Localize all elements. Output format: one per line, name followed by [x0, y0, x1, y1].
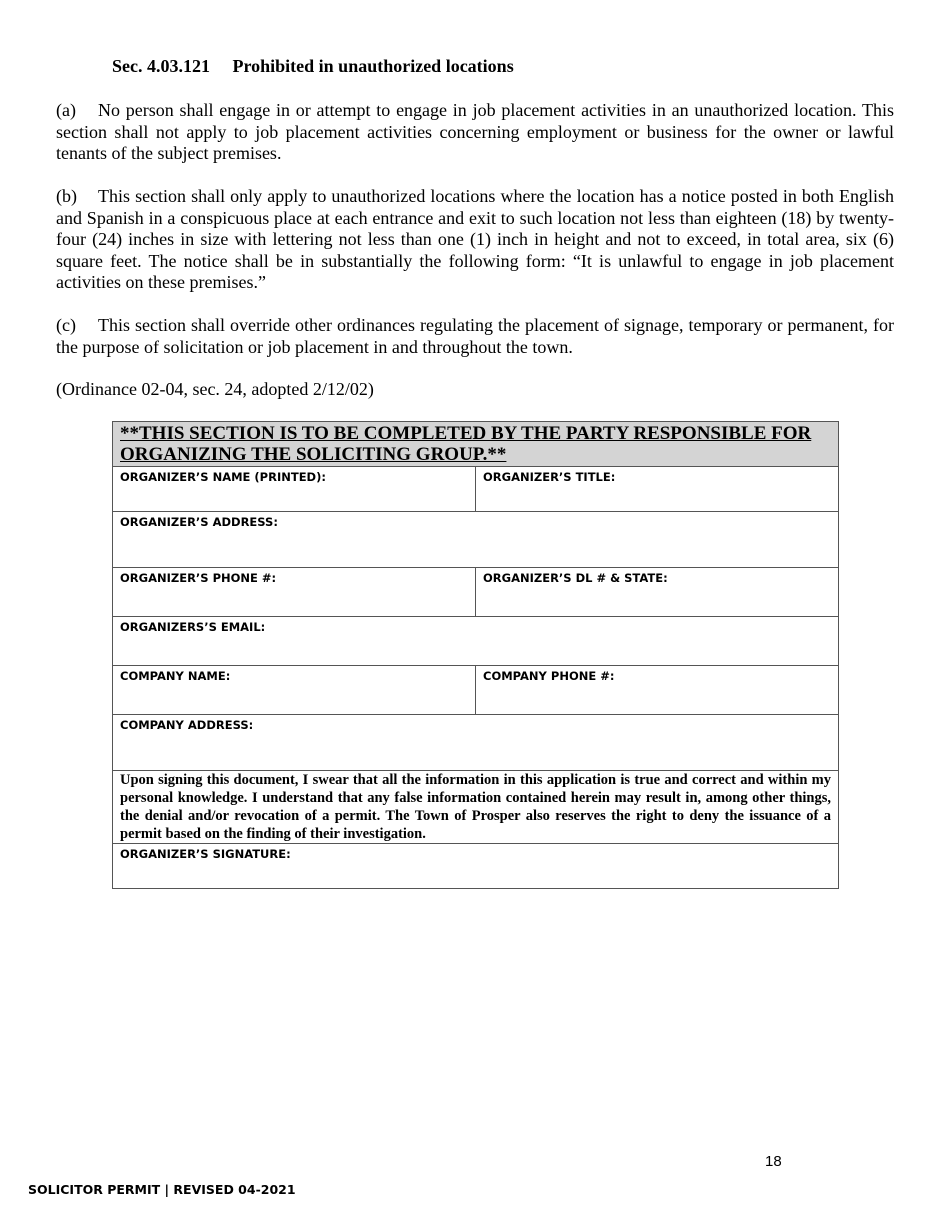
organizer-dl-field[interactable]: [476, 568, 839, 617]
page-number: 18: [765, 1153, 782, 1170]
organizer-title-label: ORGANIZER’S TITLE:: [483, 470, 616, 484]
company-phone-field[interactable]: [476, 666, 839, 715]
organizer-name-label: ORGANIZER’S NAME (PRINTED):: [120, 470, 326, 484]
company-address-label: COMPANY ADDRESS:: [120, 718, 254, 732]
footer-text: SOLICITOR PERMIT | REVISED 04-2021: [28, 1182, 296, 1197]
company-name-label: COMPANY NAME:: [120, 669, 231, 683]
paragraph-c-text: This section shall override other ordinances regulating the placement of signage, temporary or permanent, for the purpose of solicitation or job placement in and throughout the town.: [56, 315, 894, 357]
paragraph-a-label: (a): [56, 100, 76, 120]
ordinance-reference: (Ordinance 02-04, sec. 24, adopted 2/12/02): [56, 379, 374, 399]
organizer-email-field[interactable]: [113, 617, 839, 666]
organizer-address-label: ORGANIZER’S ADDRESS:: [120, 515, 278, 529]
declaration-cell: [113, 771, 839, 844]
company-phone-label: COMPANY PHONE #:: [483, 669, 615, 683]
paragraph-c-label: (c): [56, 315, 76, 335]
section-heading: Sec. 4.03.121 Prohibited in unauthorized locations: [112, 56, 514, 76]
signature-label: ORGANIZER’S SIGNATURE:: [120, 847, 291, 861]
declaration-text: Upon signing this document, I swear that all the information in this application is true and correct and within my personal knowledge. I understand that any false information contained herein may result in, among other things, the denial and/or revocation of a permit. The Town of Prosper also reserves the right to deny the issuance of a permit based on the finding of their investigation.: [120, 772, 832, 842]
company-address-field[interactable]: [113, 715, 839, 771]
organizer-name-field[interactable]: [113, 467, 476, 512]
paragraph-c: [56, 315, 894, 358]
signature-field[interactable]: [113, 844, 839, 889]
organizer-form: [112, 421, 839, 889]
form-header: **THIS SECTION IS TO BE COMPLETED BY THE PARTY RESPONSIBLE FOR ORGANIZING THE SOLICITING GROUP.**: [113, 422, 839, 467]
paragraph-a: [56, 100, 894, 165]
organizer-phone-label: ORGANIZER’S PHONE #:: [120, 571, 277, 585]
organizer-title-field[interactable]: [476, 467, 839, 512]
organizer-dl-label: ORGANIZER’S DL # & STATE:: [483, 571, 668, 585]
paragraph-a-text: No person shall engage in or attempt to engage in job placement activities in an unauthorized location. This section shall not apply to job placement activities concerning employment or business for the owner or lawful tenants of the subject premises.: [56, 100, 894, 163]
paragraph-b-label: (b): [56, 186, 77, 206]
paragraph-b: [56, 186, 894, 294]
organizer-phone-field[interactable]: [113, 568, 476, 617]
organizer-email-label: ORGANIZERS’S EMAIL:: [120, 620, 266, 634]
organizer-address-field[interactable]: [113, 512, 839, 568]
paragraph-b-text: This section shall only apply to unauthorized locations where the location has a notice posted in both English and Spanish in a conspicuous place at each entrance and exit to such location not less than eighteen (18) by twenty-four (24) inches in size with lettering not less than one (1) inch in height and not to exceed, in total area, six (6) square feet. The notice shall be in substantially the following form: “It is unlawful to engage in job placement activities on these premises.”: [56, 186, 894, 292]
company-name-field[interactable]: [113, 666, 476, 715]
